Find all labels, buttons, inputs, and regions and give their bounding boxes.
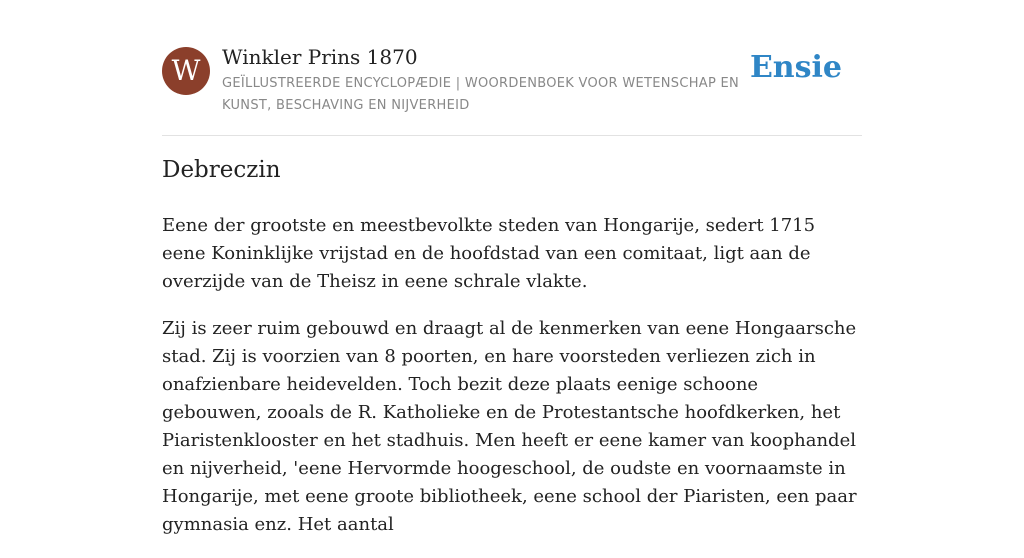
- page: [162, 0, 862, 535]
- header: [162, 0, 862, 136]
- source-title[interactable]: Winkler Prins 1870: [222, 45, 418, 69]
- entry-paragraph: Eene der grootste en meestbevolkte steden van Hongarije, sedert 1715 eene Koninklijke vrijstad en de hoofdstad van een comitaat, ligt aan de overzijde van de Theisz in eene schrale vlakte.: [162, 215, 816, 292]
- avatar[interactable]: W: [162, 47, 210, 95]
- brand-logo[interactable]: Ensie: [749, 50, 842, 85]
- entry-title: Debreczin: [162, 157, 281, 183]
- entry-body: [162, 212, 862, 558]
- source-subtitle: GEÏLLUSTREERDE ENCYCLOPÆDIE | WOORDENBOEK VOOR WETENSCHAP EN KUNST, BESCHAVING EN NIJVERHEID: [222, 76, 740, 113]
- entry-paragraph: Zij is zeer ruim gebouwd en draagt al de kenmerken van eene Hongaarsche stad. Zij is voorzien van 8 poorten, en hare voorsteden verliezen zich in onafzienbare heidevelden. Toch bezit deze plaats eenige schoone gebouwen, zooals de R. Katholieke en de Protestantsche hoofdkerken, het Piaristenklooster en het stadhuis. Men heeft er eene kamer van koophandel en nijverheid, 'eene Hervormde hoogeschool, de oudste en voornaamste in Hongarije, met eene groote bibliotheek, eene school der Piaristen, een paar gymnasia enz. Het aantal: [162, 318, 857, 535]
